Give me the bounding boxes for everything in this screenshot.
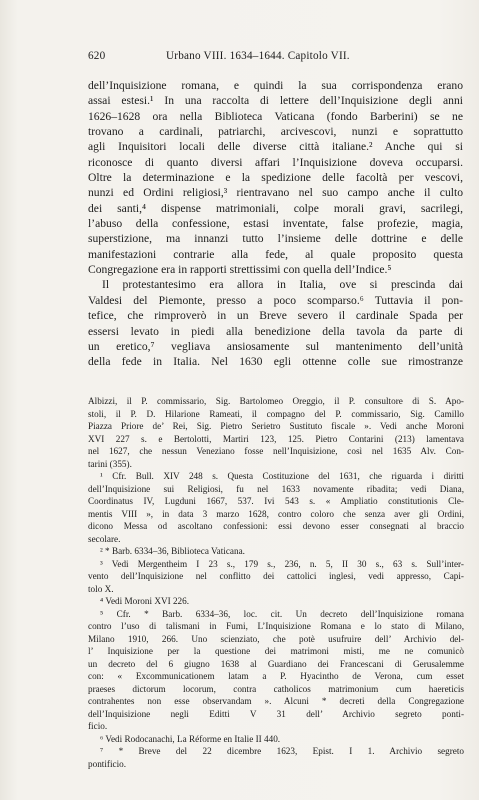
paragraph-2 (88, 277, 463, 369)
footnote-line: Coordinatus IV, Lugduni 1667, 537. Ivi 543 s. « Ampliatio constitutionis Cle- (88, 496, 464, 506)
text-line: essersi levato in piedi alla benedizione della tavola da parte di (88, 324, 463, 338)
footnote-4 (88, 595, 464, 608)
footnote-line: praeses dictorum locorum, contra catholicos matrimonium cum haereticis (88, 683, 464, 694)
footnote-line: tarini (355). (88, 458, 132, 469)
footnote-line: dicono Messa od ascoltano confessioni: essi devono esser consegnati al braccio (88, 521, 464, 531)
footnote-line: ⁵ Cfr. * Barb. 6334–36, loc. cit. Un decreto dell’Inquisizione romana (100, 608, 464, 619)
footnote-2 (88, 545, 464, 558)
text-line: Congregazione era in rapporti strettissimi con quella dell’Indice.⁵ (88, 263, 392, 277)
footnote-line: un decreto del 6 giugno 1638 al Guardiano dei Francescani di Gerusalemme (88, 658, 464, 669)
footnote-line: mentis VIII », in data 3 marzo 1628, contro coloro che senza aver gli Ordini, (88, 508, 464, 519)
footnote-line: pontificio. (88, 758, 127, 769)
main-text (88, 78, 463, 370)
text-line: assai estesi.¹ In una raccolta di lettere dell’Inquisizione degli anni (88, 94, 463, 108)
text-line: dei santi,⁴ dispense matrimoniali, colpe morali gravi, sacrilegi, (88, 201, 463, 215)
footnote-line: Milano 1910, 266. Uno scienziato, che potè usufruire dell’ Archivio del- (88, 633, 464, 644)
text-line: 1626–1628 ora nella Biblioteca Vaticana (fondo Barberini) se ne (88, 109, 463, 123)
footnote-line: nel 1627, che nessun Veneziano fosse nell’Inquisizione, così nel 1635 Alv. Con- (88, 446, 464, 456)
text-line: superstizione, ma innanzi tutto l’insieme delle dottrine e delle (88, 232, 463, 246)
footnote-line: l’ Inquisizione per la questione dei matrimoni misti, me ne comunicò (88, 646, 464, 656)
text-line: della fede in Italia. Nel 1630 egli ottenne colle sue rimostranze (88, 355, 463, 369)
footnote-line: ⁴ Vedi Moroni XVI 226. (100, 596, 190, 606)
text-line: Il protestantesimo era allora in Italia, ove si prescinda dai (102, 278, 463, 292)
footnote-7 (88, 745, 464, 770)
footnote-5 (88, 608, 464, 733)
text-line: tefice, che rimproverò in un Breve severo il cardinale Spada per (88, 309, 463, 323)
footnote-line: ¹ Cfr. Bull. XIV 248 s. Questa Costituzione del 1631, che riguarda i diritti (100, 471, 464, 481)
text-line: Oltre la determinazione e la spedizione delle facoltà per vescovi, (88, 171, 463, 185)
footnote-6 (88, 733, 464, 746)
running-title: Urbano VIII. 1634–1644. Capitolo VII. (166, 50, 350, 62)
text-line: l’abuso della confessione, estasi inventate, false profezie, magia, (88, 217, 463, 231)
footnotes (88, 395, 464, 770)
page-header (88, 50, 468, 62)
footnote-line: dell’Inquisizione sui Religiosi, fu nel 1633 novamente ribadita; vedi Diana, (88, 483, 464, 494)
footnote-line: ⁶ Vedi Rodocanachi, La Réforme en Italie II 440. (100, 733, 281, 744)
footnote-line: con: « Excommunicationem latam a P. Hyacintho de Verona, cum esset (88, 671, 464, 681)
text-line: trovano a cardinali, patriarchi, arcivescovi, nunzi e soprattutto (88, 125, 463, 139)
paragraph-1 (88, 78, 463, 277)
footnote-line: contrahentes non esse observandam ». Alcuni * decreti della Congregazione (88, 696, 464, 706)
footnote-line: ⁷ * Breve del 22 dicembre 1623, Epist. I 1. Archivio segreto (100, 746, 464, 756)
text-line: manifestazioni contrarie alla fede, al quale proposito questa (88, 247, 463, 261)
footnote-line: contro l’uso di talismani in Fumi, L’Inquisizione Romana e lo stato di Milano, (88, 621, 464, 631)
footnote-continuation (88, 395, 464, 470)
footnote-line: dell’Inquisizione negli Editti V 31 dell’ Archivio segreto ponti- (88, 708, 464, 719)
footnote-3 (88, 558, 464, 596)
footnote-1 (88, 470, 464, 545)
footnote-line: XVI 227 s. e Bertolotti, Martiri 123, 125. Pietro Contarini (213) lamentava (88, 433, 464, 444)
footnote-line: tolo X. (88, 583, 114, 594)
text-line: un eretico,⁷ vegliava ansiosamente sul mantenimento dell’unità (88, 339, 463, 353)
footnote-line: Albizzi, il P. commissario, Sig. Bartolomeo Oreggio, il P. consultore di S. Apo- (88, 396, 464, 406)
footnote-line: Piazza Priore de’ Rei, Sig. Pietro Serietro Sustituto fiscale ». Vedi anche Moroni (88, 421, 464, 431)
footnote-line: ³ Vedi Mergentheim I 23 s., 179 s., 236, n. 5, II 30 s., 63 s. Sull’inter- (100, 558, 464, 569)
footnote-line: vento dell’Inquisizione nel conflitto dei cattolici inglesi, vedi appresso, Capi- (88, 571, 464, 581)
text-line: dell’Inquisizione romana, e quindi la sua corrispondenza erano (88, 79, 463, 92)
footnote-line: stoli, il P. D. Hilarione Rameati, il compagno del P. commissario, Sig. Camillo (88, 408, 464, 419)
text-line: nunzi ed Ordini religiosi,³ rientravano nel suo campo anche il culto (88, 186, 463, 200)
text-line: agli Inquisitori locali delle diverse città italiane.² Anche qui si (88, 140, 463, 154)
text-line: riconosce di quanto diversi affari l’Inquisizione doveva occuparsi. (88, 155, 463, 169)
footnote-line: ficio. (88, 721, 108, 731)
footnote-line: secolare. (88, 533, 121, 544)
page-number: 620 (88, 50, 106, 62)
footnote-line: ² * Barb. 6334–36, Biblioteca Vaticana. (100, 546, 245, 556)
text-line: Valdesi del Piemonte, presso a poco scomparso.⁶ Tuttavia il pon- (88, 293, 463, 307)
